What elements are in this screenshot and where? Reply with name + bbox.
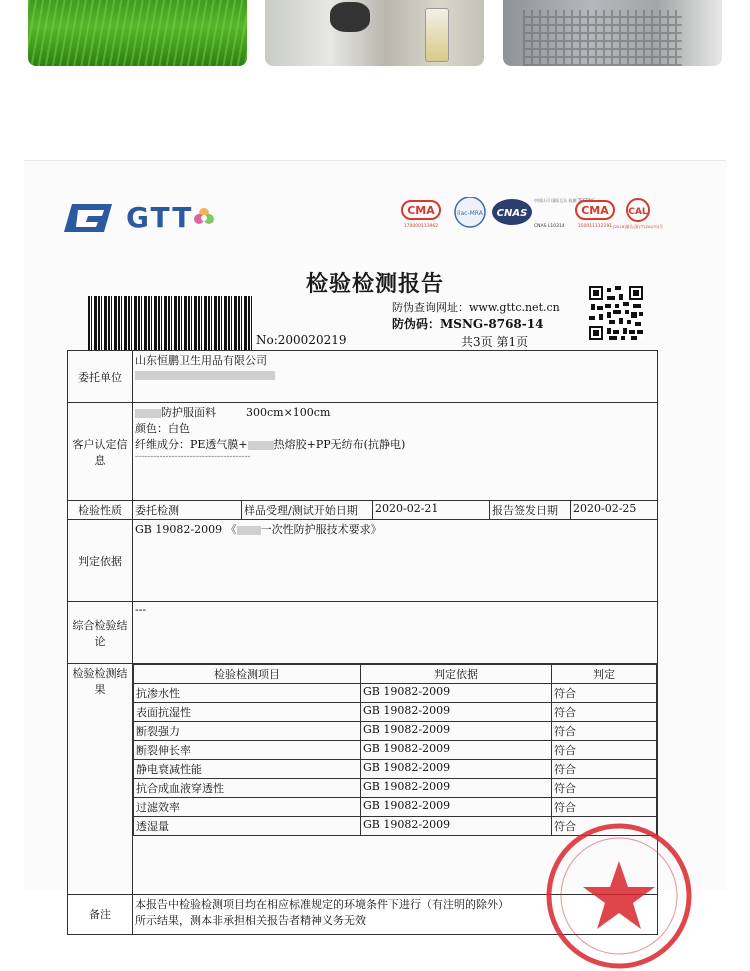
redacted-brand xyxy=(135,409,161,418)
result-verdict: 符合 xyxy=(552,722,657,741)
glove-shape xyxy=(330,2,370,32)
result-item: 过滤效率 xyxy=(134,798,361,817)
table-row xyxy=(134,760,657,779)
table-row xyxy=(134,798,657,817)
cma-mark-2 xyxy=(576,201,614,229)
redacted-standard xyxy=(237,526,261,535)
result-item: 抗合成血液穿透性 xyxy=(134,779,361,798)
sample-name: 防护服面料 xyxy=(161,406,216,419)
nature-value: 委托检测 xyxy=(133,501,242,520)
svg-text:170000113962: 170000113962 xyxy=(403,224,439,229)
result-basis: GB 19082-2009 xyxy=(361,798,552,817)
client-label: 委托单位 xyxy=(68,351,133,403)
flower-icon xyxy=(193,207,215,229)
received-date: 2020-02-21 xyxy=(373,501,490,520)
table-row xyxy=(134,779,657,798)
basis-label: 判定依据 xyxy=(68,520,133,602)
svg-text:CAL: CAL xyxy=(628,207,648,217)
issue-cell xyxy=(490,501,658,520)
page-count: 共3页 第1页 xyxy=(461,335,529,349)
results-label: 检验检测结果 xyxy=(68,664,133,895)
sample-size: 300cm×100cm xyxy=(246,406,331,419)
basis-prefix: GB 19082-2009 《 xyxy=(135,523,237,536)
nature-label: 检验性质 xyxy=(68,501,133,520)
result-item: 抗渗水性 xyxy=(134,684,361,703)
result-verdict: 符合 xyxy=(552,703,657,722)
test-report-scan xyxy=(24,160,726,927)
gtt-logo xyxy=(64,201,215,234)
composition-suffix: 热熔胶+PP无纺布(抗静电) xyxy=(273,438,406,451)
result-item: 表面抗湿性 xyxy=(134,703,361,722)
result-verdict: 符合 xyxy=(552,760,657,779)
client-name: 山东恒鹏卫生用品有限公司 xyxy=(135,354,267,367)
info-dash-line: -------------------------------------- xyxy=(135,452,251,462)
gtt-logo-icon xyxy=(64,202,112,234)
svg-text:150011112191: 150011112191 xyxy=(577,224,613,229)
note-text-2: 所示结果，测本非承担相关报告者精神义务无效 xyxy=(135,913,366,927)
result-verdict: 符合 xyxy=(552,798,657,817)
result-basis: GB 19082-2009 xyxy=(361,741,552,760)
cma-mark-1 xyxy=(402,201,440,229)
result-item: 静电衰减性能 xyxy=(134,760,361,779)
conclusion-label: 综合检验结论 xyxy=(68,602,133,664)
table-row xyxy=(134,722,657,741)
note-text: 本报告中检验检测项目均在相应标准规定的环境条件下进行（有注明的除外） xyxy=(135,897,509,911)
svg-text:CNAS L10314: CNAS L10314 xyxy=(534,224,565,229)
conclusion-value: --- xyxy=(133,602,658,664)
composition-prefix: 纤维成分：PE透气膜+ xyxy=(135,438,248,451)
gtt-logo-text: GTT xyxy=(126,201,194,234)
issue-date: 2020-02-25 xyxy=(573,502,637,515)
sample-color: 颜色：白色 xyxy=(135,422,190,435)
barcode xyxy=(88,296,252,350)
cal-mark xyxy=(613,199,663,229)
results-head-basis: 判定依据 xyxy=(361,665,552,684)
svg-text:[2018]量认(浙)字(Z0470)号: [2018]量认(浙)字(Z0470)号 xyxy=(613,224,663,229)
result-item: 透湿量 xyxy=(134,817,361,836)
note-label: 备注 xyxy=(68,894,133,934)
basis-cell xyxy=(133,520,658,602)
customer-info-cell xyxy=(133,403,658,501)
lab-machine-photo xyxy=(503,0,722,66)
result-item: 断裂强力 xyxy=(134,722,361,741)
table-row xyxy=(134,684,657,703)
result-basis: GB 19082-2009 xyxy=(361,703,552,722)
ilac-mark xyxy=(455,197,485,227)
lab-bottle-photo xyxy=(265,0,484,66)
table-row xyxy=(134,741,657,760)
table-row xyxy=(134,703,657,722)
bottle-shape xyxy=(425,8,449,62)
report-number: No:200020219 xyxy=(256,333,347,347)
client-cell xyxy=(133,351,658,403)
svg-text:中国认可 国际互认 检测 TESTING: 中国认可 国际互认 检测 TESTING xyxy=(534,198,596,203)
received-label: 样品受理/测试开始日期 xyxy=(242,501,373,520)
official-seal-stamp xyxy=(544,821,694,971)
result-basis: GB 19082-2009 xyxy=(361,817,552,836)
redacted-address xyxy=(135,371,275,380)
result-verdict: 符合 xyxy=(552,779,657,798)
result-basis: GB 19082-2009 xyxy=(361,684,552,703)
grass-photo xyxy=(28,0,247,66)
result-verdict: 符合 xyxy=(552,741,657,760)
anti-fake-query-site: 防伪查询网址：www.gttc.net.cn xyxy=(392,301,560,314)
redacted-material xyxy=(248,441,274,450)
result-basis: GB 19082-2009 xyxy=(361,779,552,798)
result-basis: GB 19082-2009 xyxy=(361,722,552,741)
svg-text:CMA: CMA xyxy=(581,204,609,217)
result-verdict: 符合 xyxy=(552,817,657,836)
certification-marks xyxy=(400,197,670,231)
result-basis: GB 19082-2009 xyxy=(361,760,552,779)
svg-text:CNAS: CNAS xyxy=(496,208,528,219)
results-head-item: 检验检测项目 xyxy=(134,665,361,684)
result-item: 断裂伸长率 xyxy=(134,741,361,760)
customer-info-label: 客户认定信息 xyxy=(68,403,133,501)
svg-text:ilac-MRA: ilac-MRA xyxy=(457,210,483,217)
results-head-verdict: 判定 xyxy=(552,665,657,684)
qr-code xyxy=(589,286,643,340)
result-verdict: 符合 xyxy=(552,684,657,703)
anti-fake-code: 防伪码：MSNG-8768-14 xyxy=(392,317,544,331)
report-title: 检验检测报告 xyxy=(305,271,444,297)
issue-label: 报告签发日期 xyxy=(490,501,571,519)
svg-text:CMA: CMA xyxy=(407,204,435,217)
basis-suffix: 一次性防护服技术要求》 xyxy=(260,523,382,536)
